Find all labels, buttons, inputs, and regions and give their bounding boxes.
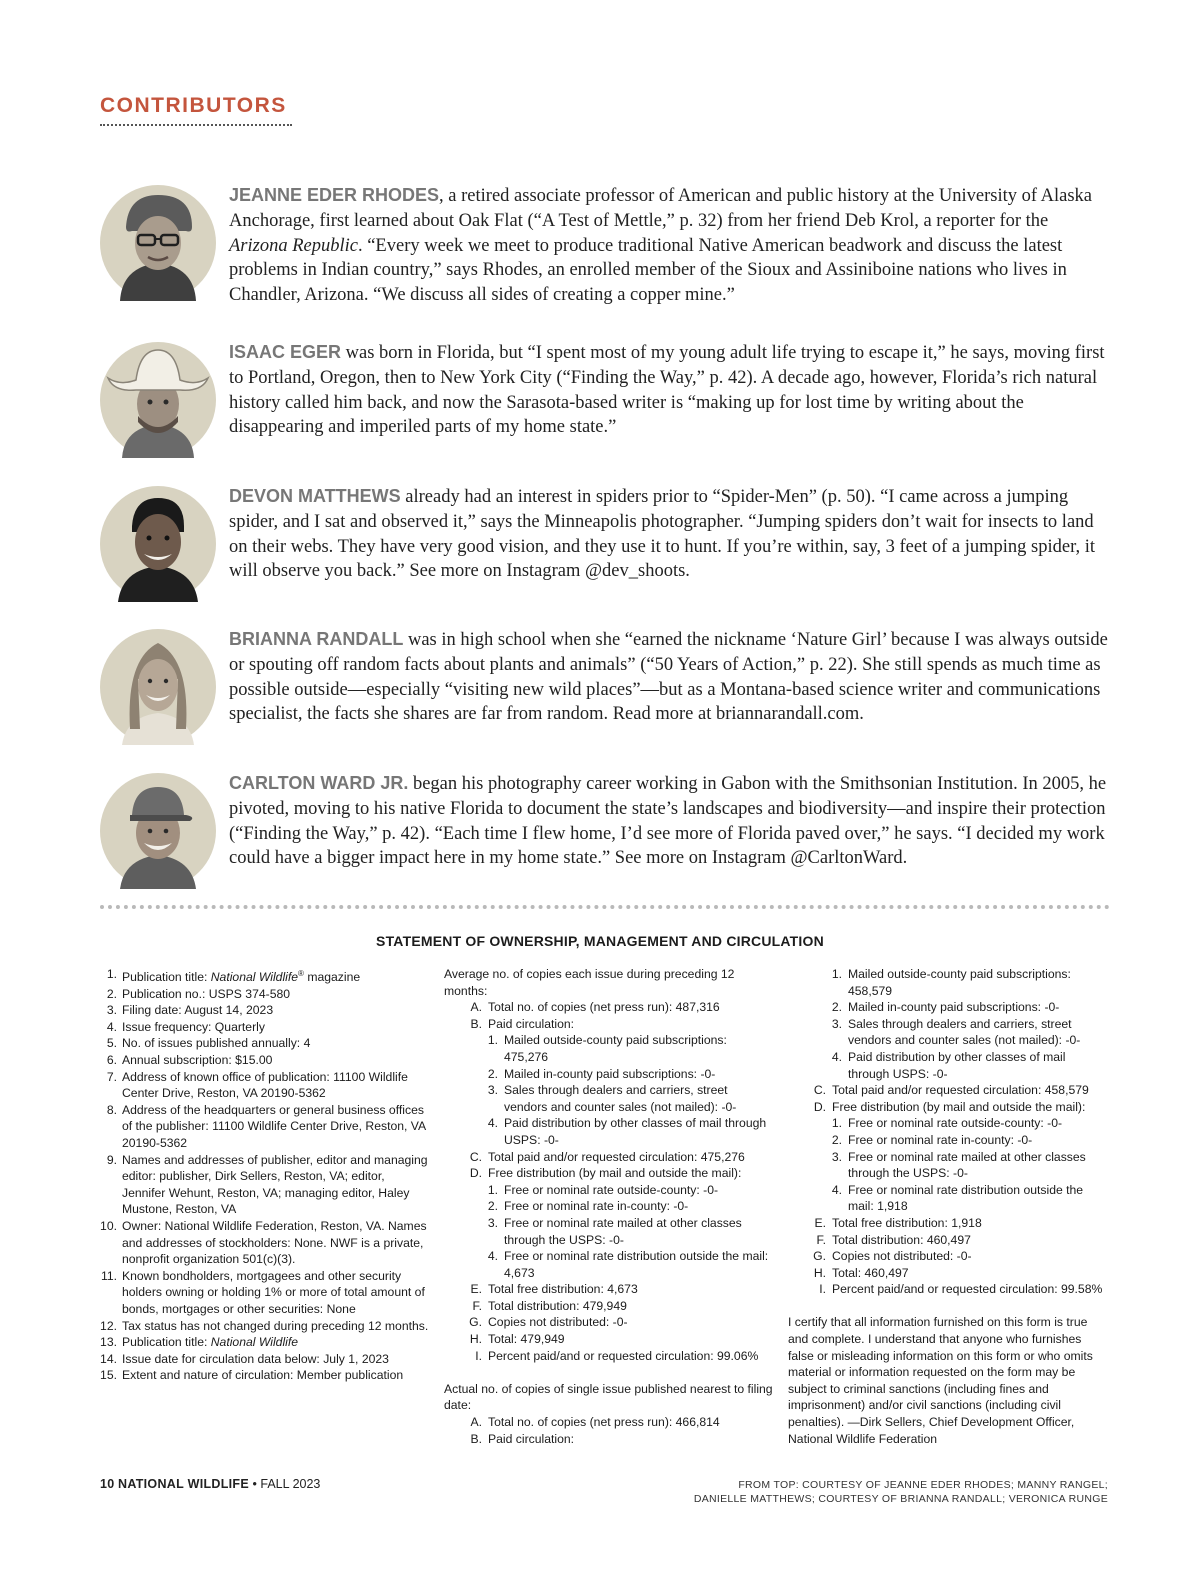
statement-item: 12. Tax status has not changed during preceding 12 months. — [100, 1318, 429, 1333]
statement-item: 4. Paid distribution by other classes of mail through USPS: -0- — [487, 1116, 767, 1147]
footer-folio — [100, 1477, 320, 1491]
statement-item: E. Total free distribution: 4,673 — [470, 1282, 638, 1297]
contributor-portrait-isaac-eger — [100, 342, 216, 458]
statement-item: B. Paid circulation: — [470, 1431, 575, 1446]
statement-item: 9. Names and addresses of publisher, editor and managing editor: publisher, Dirk Sellers, Reston, VA; editor, Jennifer Wehunt, Reston, VA; managing editor, Haley Mustone, Reston, VA — [106, 1152, 428, 1217]
statement-item: 1. Publication title: National Wildlife® magazine — [106, 967, 361, 985]
bio-text-continued: . “Every week we meet to produce traditional Native American beadwork and discuss the latest problems in Indian country,” says Rhodes, an enrolled member of the Sioux and Assiniboine nations who lives in Chandler, Arizona. “We discuss all sides of creating a copper mine.” — [229, 235, 1067, 306]
statement-item: C. Total paid and/or requested circulation: 475,276 — [469, 1149, 745, 1164]
contributor-name: JEANNE EDER RHODES — [229, 185, 440, 205]
bio-text: was born in Florida, but “I spent most of my young adult life trying to escape it,” he says, moving first to Portland, Oregon, then to New York City (“Finding the Way,” p. 42). A decade ago, however, Florida’s rich natural history called him back, and now the Sarasota-based writer is “making up for lost time by writing about the disappearing and imperiled parts of my home state.” — [229, 343, 1105, 438]
statement-item: 2. Mailed in-county paid subscriptions: -0- — [487, 1066, 716, 1081]
statement-item: 7. Address of known office of publication: 11100 Wildlife Center Drive, Reston, VA 20190-5362 — [106, 1069, 408, 1101]
publication-name: NATIONAL WILDLIFE — [118, 1477, 250, 1491]
statement-column-3 — [788, 966, 1110, 1447]
statement-item: 4. Issue frequency: Quarterly — [106, 1019, 265, 1034]
page-number: 10 — [100, 1477, 115, 1491]
statement-item: I. Percent paid/and or requested circulation: 99.06% — [475, 1348, 759, 1363]
title-underline-divider — [100, 124, 292, 126]
statement-item: C. Total paid and/or requested circulation: 458,579 — [813, 1083, 1089, 1098]
contributor-bio — [229, 484, 1110, 584]
statement-item: 8. Address of the headquarters or general business offices of the publisher: 11100 Wildlife Center Drive, Reston, VA 20190-5362 — [106, 1102, 426, 1150]
contributor-bio — [229, 627, 1110, 727]
contributor-portrait-jeanne-eder-rhodes — [100, 185, 216, 301]
certification-statement: I certify that all information furnished on this form is true and complete. I understand that anyone who furnishes false or misleading information on this form or who omits material or information requested on the form may be subject to criminal sanctions (including fines and imprisonment) and/or civil sanctions (including civil penalties). —Dirk Sellers, Chief Development Officer, National Wildlife Federation — [788, 1315, 1093, 1446]
statement-item: 1. Mailed outside-county paid subscriptions: 458,579 — [831, 967, 1071, 998]
statement-item: 3. Free or nominal rate mailed at other classes through the USPS: -0- — [487, 1215, 742, 1247]
section-divider — [100, 905, 1110, 909]
bio-text: was in high school when she “earned the nickname ‘Nature Girl’ because I was always outside or spouting off random facts about plants and animals” (“50 Years of Action,” p. 22). She still spends as much time as possible outside—especially “visiting new wild places”—but as a Montana-based science writer and communications specialist, the facts she shares are far from random. Read more at briannarandall.com. — [229, 630, 1108, 725]
contributor-name: CARLTON WARD JR. — [229, 773, 409, 793]
publication-name: Arizona Republic — [229, 235, 358, 256]
statement-item: I. Percent paid/and or requested circulation: 99.58% — [819, 1282, 1103, 1297]
statement-column-1 — [100, 966, 430, 1384]
statement-item: H. Total: 460,497 — [813, 1265, 909, 1280]
statement-item: 14. Issue date for circulation data below: July 1, 2023 — [100, 1351, 389, 1366]
statement-item: G. Copies not distributed: -0- — [813, 1249, 972, 1264]
statement-item: 10. Owner: National Wildlife Federation, Reston, VA. Names and addresses of stockholders: None. NWF is a private, nonprofit organization 501(c)(3). — [100, 1218, 427, 1267]
statement-title: STATEMENT OF OWNERSHIP, MANAGEMENT AND CIRCULATION — [376, 933, 824, 949]
photo-credits — [588, 1478, 1108, 1506]
statement-subheading: Average no. of copies each issue during preceding 12 months: — [444, 967, 735, 998]
statement-item: F. Total distribution: 479,949 — [472, 1298, 627, 1313]
photo-credits-line: FROM TOP: COURTESY OF JEANNE EDER RHODES; MANNY RANGEL; — [738, 1479, 1108, 1491]
statement-item: E. Total free distribution: 1,918 — [814, 1215, 982, 1230]
statement-item: G. Copies not distributed: -0- — [469, 1315, 628, 1330]
statement-item: 3. Filing date: August 14, 2023 — [106, 1003, 274, 1018]
statement-item: 1. Free or nominal rate outside-county: -0- — [487, 1182, 719, 1197]
statement-item: 4. Paid distribution by other classes of mail through USPS: -0- — [831, 1049, 1066, 1081]
statement-item: A. Total no. of copies (net press run): 466,814 — [470, 1415, 720, 1430]
statement-item: 5. No. of issues published annually: 4 — [106, 1036, 311, 1051]
bio-text: already had an interest in spiders prior to “Spider-Men” (p. 50). “I came across a jumping spider, and I sat and observed it,” says the Minneapolis photographer. “Jumping spiders don’t wait for insects to land on their webs. They have very good vision, and they use it to hunt. If you’re within, say, 3 feet of a jumping spider, it will observe you back.” See more on Instagram @dev_shoots. — [229, 487, 1096, 582]
statement-item: A. Total no. of copies (net press run): 487,316 — [470, 1000, 720, 1015]
statement-item: 11. Known bondholders, mortgagees and other security holders owning or holding 1% or more of total amount of bonds, mortgages or other securities: None — [100, 1268, 425, 1316]
statement-column-2 — [444, 966, 774, 1447]
statement-item: 3. Sales through dealers and carriers, street vendors and counter sales (not mailed): -0- — [487, 1083, 737, 1114]
statement-item: 2. Free or nominal rate in-county: -0- — [831, 1132, 1033, 1147]
statement-item: B. Paid circulation: — [470, 1016, 575, 1031]
bio-text: , a retired associate professor of American and public history at the University of Alaska Anchorage, first learned about Oak Flat (“A Test of Mettle,” p. 32) from her friend Deb Krol, a reporter for the — [229, 186, 1093, 231]
statement-item: 2. Publication no.: USPS 374-580 — [106, 986, 291, 1001]
statement-item: 3. Sales through dealers and carriers, street vendors and counter sales (not mailed): -0- — [831, 1016, 1081, 1048]
statement-item: H. Total: 479,949 — [469, 1332, 565, 1347]
statement-item: 2. Mailed in-county paid subscriptions: -0- — [831, 1000, 1060, 1015]
statement-item: D. Free distribution (by mail and outside the mail): — [813, 1099, 1086, 1114]
statement-item: D. Free distribution (by mail and outside the mail): — [469, 1166, 742, 1181]
statement-item: 15. Extent and nature of circulation: Member publication — [100, 1368, 404, 1383]
contributor-portrait-carlton-ward-jr — [100, 773, 216, 889]
statement-subheading: Actual no. of copies of single issue published nearest to filing date: — [444, 1381, 773, 1413]
statement-item: F. Total distribution: 460,497 — [816, 1232, 971, 1247]
contributor-bio — [229, 771, 1110, 871]
page-title: CONTRIBUTORS — [100, 94, 287, 117]
statement-item: 13. Publication title: National Wildlife — [100, 1335, 299, 1350]
contributor-bio — [229, 183, 1110, 308]
contributor-portrait-devon-matthews — [100, 486, 216, 602]
statement-item: 6. Annual subscription: $15.00 — [106, 1053, 273, 1068]
statement-item: 3. Free or nominal rate mailed at other classes through the USPS: -0- — [831, 1149, 1086, 1181]
contributor-name: ISAAC EGER — [229, 342, 342, 362]
statement-item: 4. Free or nominal rate distribution outside the mail: 1,918 — [831, 1182, 1084, 1214]
photo-credits-line: DANIELLE MATTHEWS; COURTESY OF BRIANNA RANDALL; VERONICA RUNGE — [693, 1493, 1108, 1505]
bio-text: began his photography career working in Gabon with the Smithsonian Institution. In 2005, he pivoted, moving to his native Florida to document the state’s landscapes and biodiversity—and inspire their protection (“Finding the Way,” p. 42). “Each time I flew home, I’d see more of Florida paved over,” he says. “I decided my work could have a bigger impact here in my home state.” See more on Instagram @CarltonWard. — [229, 774, 1107, 869]
contributor-portrait-brianna-randall — [100, 629, 216, 745]
footer-separator: • — [252, 1477, 257, 1491]
contributor-name: DEVON MATTHEWS — [229, 486, 401, 506]
statement-item: 2. Free or nominal rate in-county: -0- — [487, 1199, 689, 1214]
statement-item: 1. Mailed outside-county paid subscriptions: 475,276 — [487, 1033, 727, 1064]
issue-label: FALL 2023 — [260, 1477, 321, 1491]
statement-item: 4. Free or nominal rate distribution outside the mail: 4,673 — [487, 1249, 769, 1280]
contributor-name: BRIANNA RANDALL — [229, 629, 404, 649]
statement-item: 1. Free or nominal rate outside-county: -0- — [831, 1116, 1063, 1131]
contributor-bio — [229, 340, 1110, 440]
